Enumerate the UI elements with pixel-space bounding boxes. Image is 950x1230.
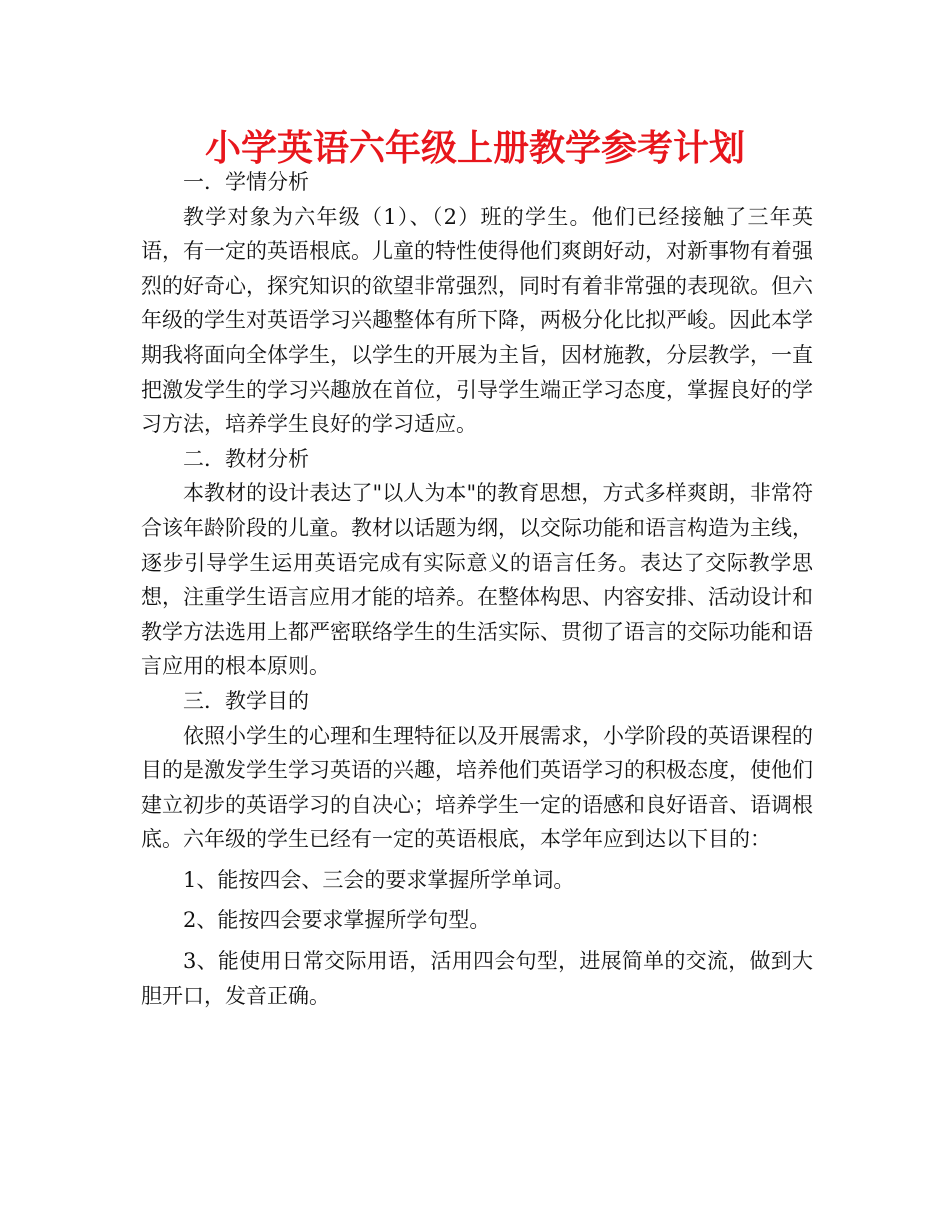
section-3-paragraph: 依照小学生的心理和生理特征以及开展需求，小学阶段的英语课程的目的是激发学生学习英语的兴趣，培养他们英语学习的积极态度，使他们建立初步的英语学习的自决心；培养学生一定的语感和良好语音、语调根底。六年级的学生已经有一定的英语根底，本学年应到达以下目的： (141, 723, 813, 852)
document-body (141, 165, 813, 1013)
goal-item-2: 2、能按四会要求掌握所学句型。 (183, 908, 491, 933)
section-heading-1: 一．学情分析 (183, 170, 309, 194)
document-title: 小学英语六年级上册教学参考计划 (204, 128, 745, 169)
section-heading-3: 三．教学目的 (183, 688, 309, 713)
goal-item-1: 1、能按四会、三会的要求掌握所学单词。 (183, 867, 575, 892)
section-2-paragraph: 本教材的设计表达了"以人为本"的教育思想，方式多样爽朗，非常符合该年龄阶段的儿童。教材以话题为纲，以交际功能和语言构造为主线，逐步引导学生运用英语完成有实际意义的语言任务。表达了交际教学思想，注重学生语言应用才能的培养。在整体构思、内容安排、活动设计和教学方法选用上都严密联络学生的生活实际、贯彻了语言的交际功能和语言应用的根本原则。 (141, 481, 813, 679)
goal-item-3: 3、能使用日常交际用语，活用四会句型，进展简单的交流，做到大胆开口，发音正确。 (141, 949, 813, 1008)
section-heading-2: 二．教材分析 (183, 446, 309, 471)
section-1-paragraph: 教学对象为六年级（1）、（2）班的学生。他们已经接触了三年英语，有一定的英语根底。儿童的特性使得他们爽朗好动，对新事物有着强烈的好奇心，探究知识的欲望非常强烈，同时有着非常强的表现欲。但六年级的学生对英语学习兴趣整体有所下降，两极分化比拟严峻。因此本学期我将面向全体学生，以学生的开展为主旨，因材施教，分层教学，一直把激发学生的学习兴趣放在首位，引导学生端正学习态度，掌握良好的学习方法，培养学生良好的学习适应。 (141, 204, 813, 437)
